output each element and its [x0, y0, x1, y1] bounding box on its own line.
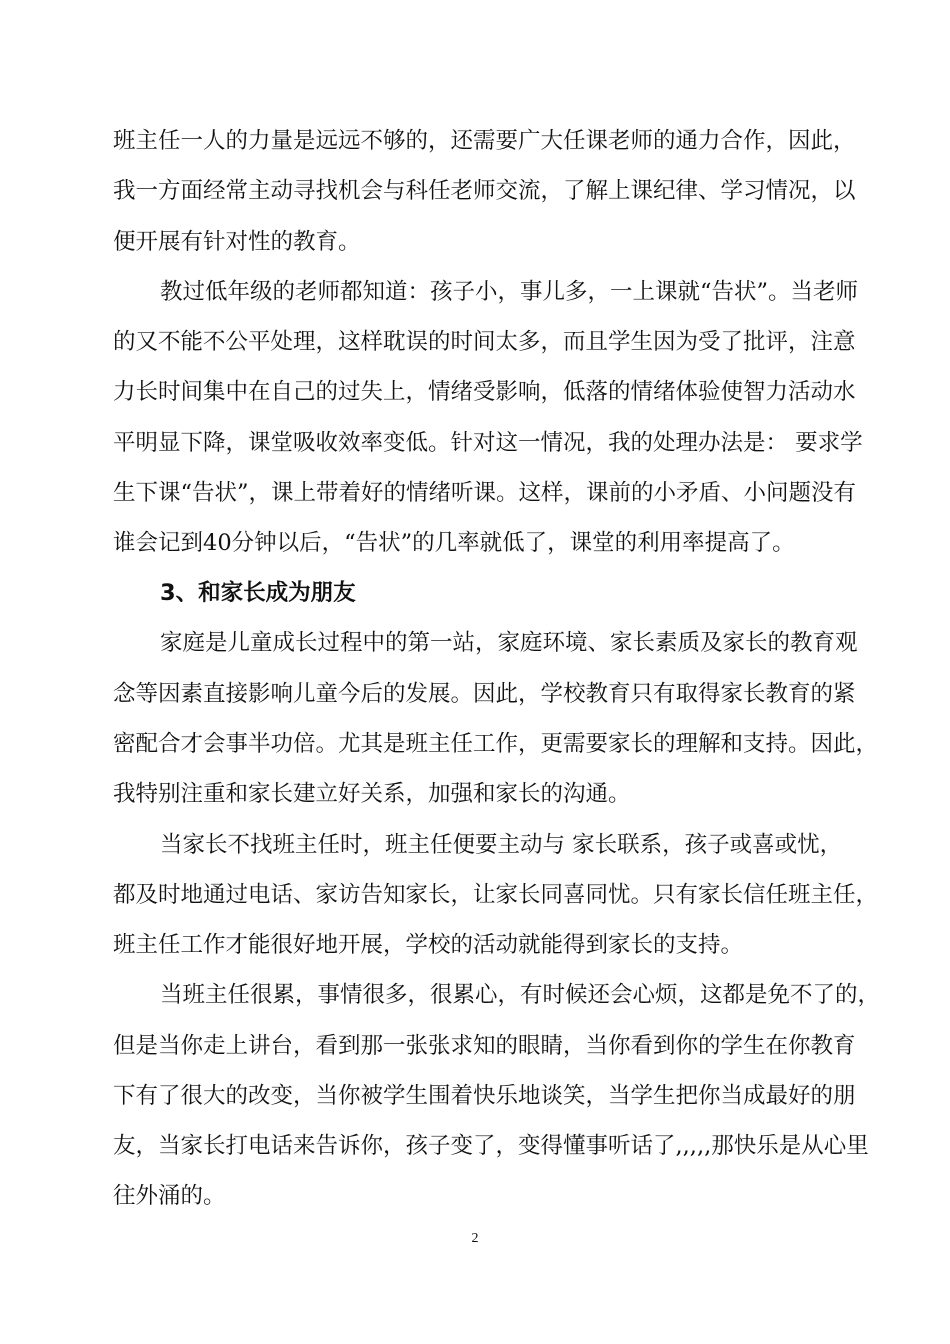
section-heading: 3、和家长成为朋友 [160, 580, 356, 606]
body-text-line: 谁会记到40分钟以后，“告状”的几率就低了，课堂的利用率提高了。 [113, 530, 795, 556]
body-text-line: 教过低年级的老师都知道：孩子小，事儿多，一上课就“告状”。当老师 [160, 279, 859, 305]
body-text-line: 便开展有针对性的教育。 [113, 229, 361, 255]
body-text-line: 友，当家长打电话来告诉你，孩子变了，变得懂事听话了,,,,,那快乐是从心里 [113, 1133, 869, 1159]
body-text-line: 下有了很大的改变，当你被学生围着快乐地谈笑，当学生把你当成最好的朋 [113, 1083, 856, 1109]
body-text-line: 班主任一人的力量是远远不够的，还需要广大任课老师的通力合作，因此， [113, 128, 856, 154]
body-text-line: 都及时地通过电话、家访告知家长，让家长同喜同忧。只有家长信任班主任， [113, 882, 879, 908]
body-text-line: 当家长不找班主任时，班主任便要主动与 家长联系，孩子或喜或忧， [160, 832, 843, 858]
body-text-line: 念等因素直接影响儿童今后的发展。因此，学校教育只有取得家长教育的紧 [113, 681, 856, 707]
body-text-line: 平明显下降，课堂吸收效率变低。针对这一情况，我的处理办法是： 要求学 [113, 430, 863, 456]
body-text-line: 的又不能不公平处理，这样耽误的时间太多，而且学生因为受了批评，注意 [113, 329, 856, 355]
page-number: 2 [471, 1231, 479, 1246]
body-text-line: 我特别注重和家长建立好关系，加强和家长的沟通。 [113, 781, 631, 807]
body-text-line: 当班主任很累，事情很多，很累心，有时候还会心烦，这都是免不了的， [160, 982, 881, 1008]
body-text-line: 密配合才会事半功倍。尤其是班主任工作，更需要家长的理解和支持。因此， [113, 731, 879, 757]
body-text-line: 但是当你走上讲台，看到那一张张求知的眼睛，当你看到你的学生在你教育 [113, 1033, 856, 1059]
body-text-line: 家庭是儿童成长过程中的第一站，家庭环境、家长素质及家长的教育观 [160, 630, 858, 656]
body-text-line: 往外涌的。 [113, 1183, 226, 1209]
body-text-line: 力长时间集中在自己的过失上，情绪受影响，低落的情绪体验使智力活动水 [113, 379, 856, 405]
body-text-line: 班主任工作才能很好地开展，学校的活动就能得到家长的支持。 [113, 932, 744, 958]
body-text-line: 我一方面经常主动寻找机会与科任老师交流，了解上课纪律、学习情况，以 [113, 178, 856, 204]
body-text-line: 生下课“告状”，课上带着好的情绪听课。这样，课前的小矛盾、小问题没有 [113, 480, 857, 506]
